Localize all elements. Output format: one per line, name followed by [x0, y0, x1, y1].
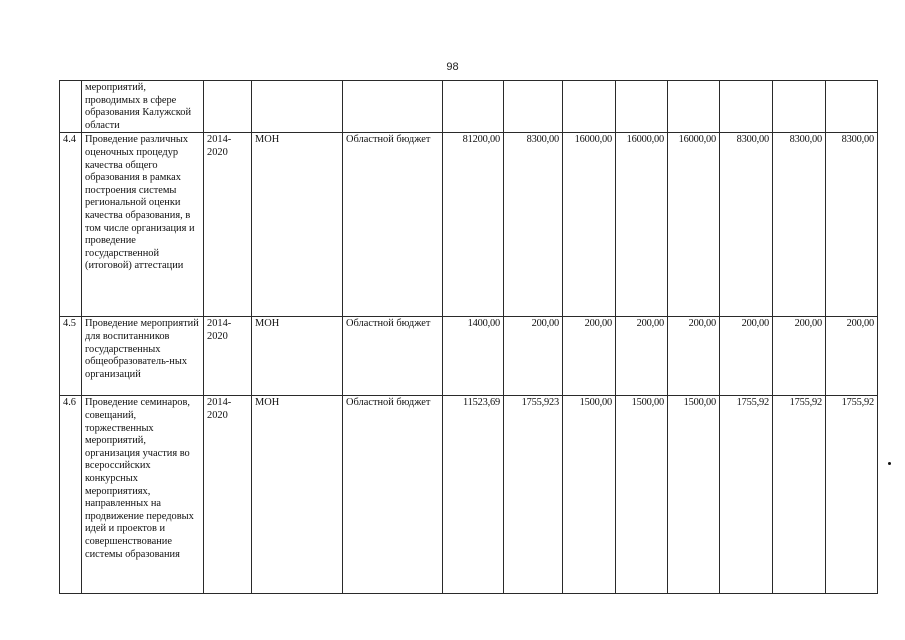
row-value: 11523,69 — [443, 396, 504, 594]
row-value — [773, 81, 826, 133]
page-number: 98 — [446, 61, 459, 73]
row-value: 1500,00 — [616, 396, 668, 594]
row-value: 200,00 — [720, 317, 773, 396]
row-description: Проведение различных оценочных процедур качества общего образования в рамках построения системы региональной оценки качества образования, в том числе организация и проведение государственной (итоговой) аттестации — [82, 133, 204, 317]
row-value: 200,00 — [668, 317, 720, 396]
row-number: 4.6 — [60, 396, 82, 594]
table-row — [60, 133, 878, 317]
row-value: 16000,00 — [616, 133, 668, 317]
row-years: 2014-2020 — [204, 133, 252, 317]
row-description: Проведение семинаров, совещаний, торжественных мероприятий, организация участия во всероссийских конкурсных мероприятиях, направленных на продвижение передовых идей и проектов и совершенствование системы образования — [82, 396, 204, 594]
row-value: 1400,00 — [443, 317, 504, 396]
table-row — [60, 81, 878, 133]
row-number: 4.5 — [60, 317, 82, 396]
row-value: 200,00 — [563, 317, 616, 396]
row-value: 8300,00 — [504, 133, 563, 317]
row-funding-source: Областной бюджет — [343, 133, 443, 317]
row-value — [504, 81, 563, 133]
row-executor: МОН — [252, 396, 343, 594]
row-value — [826, 81, 878, 133]
table-row — [60, 396, 878, 594]
row-executor: МОН — [252, 317, 343, 396]
row-description: мероприятий, проводимых в сфере образования Калужской области — [82, 81, 204, 133]
row-value: 1755,92 — [773, 396, 826, 594]
row-value — [668, 81, 720, 133]
row-value: 16000,00 — [563, 133, 616, 317]
row-value: 200,00 — [773, 317, 826, 396]
row-value — [616, 81, 668, 133]
row-years — [204, 81, 252, 133]
row-value — [563, 81, 616, 133]
row-number — [60, 81, 82, 133]
row-funding-source: Областной бюджет — [343, 317, 443, 396]
row-value — [720, 81, 773, 133]
row-value: 1500,00 — [563, 396, 616, 594]
row-value: 8300,00 — [773, 133, 826, 317]
row-value: 1755,923 — [504, 396, 563, 594]
table-row — [60, 317, 878, 396]
budget-table — [59, 80, 878, 594]
row-number: 4.4 — [60, 133, 82, 317]
row-years: 2014-2020 — [204, 317, 252, 396]
row-funding-source: Областной бюджет — [343, 396, 443, 594]
row-value: 8300,00 — [720, 133, 773, 317]
row-value: 1755,92 — [826, 396, 878, 594]
row-description: Проведение мероприятий для воспитанников государственных общеобразователь-ных организаций — [82, 317, 204, 396]
row-value — [443, 81, 504, 133]
row-value: 200,00 — [504, 317, 563, 396]
row-value: 1755,92 — [720, 396, 773, 594]
scan-dot-mark — [888, 462, 891, 465]
row-value: 16000,00 — [668, 133, 720, 317]
row-value: 200,00 — [616, 317, 668, 396]
row-value: 81200,00 — [443, 133, 504, 317]
row-years: 2014-2020 — [204, 396, 252, 594]
row-value: 8300,00 — [826, 133, 878, 317]
row-value: 200,00 — [826, 317, 878, 396]
row-value: 1500,00 — [668, 396, 720, 594]
row-executor: МОН — [252, 133, 343, 317]
row-executor — [252, 81, 343, 133]
row-funding-source — [343, 81, 443, 133]
